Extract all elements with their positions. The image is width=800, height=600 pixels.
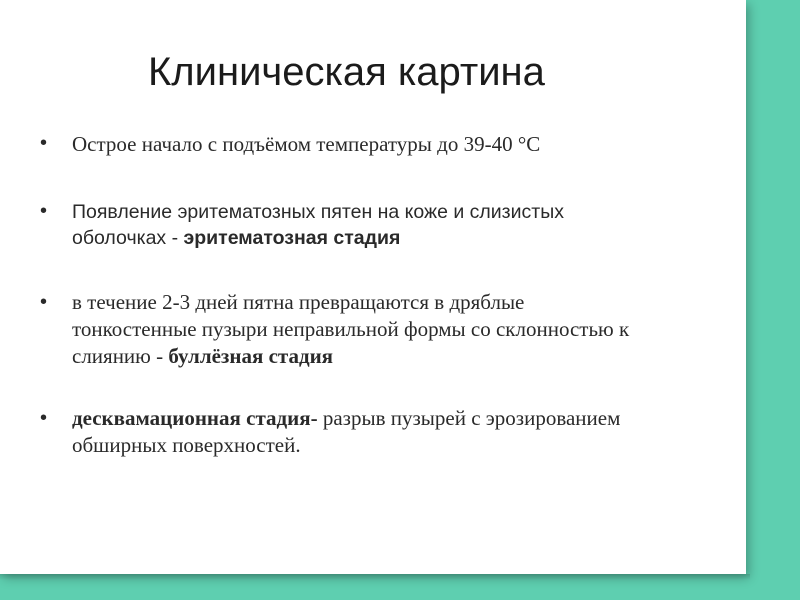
bullet-text [72,199,652,251]
slide-title: Клиническая картина [148,50,545,94]
bullet-text-bold: буллёзная стадия [168,344,334,368]
bullet-text [72,405,652,459]
bullet-text-regular: разрыв пузырей с эрозированием обширных поверхностей. [72,406,621,457]
bullet-dot-icon: • [40,407,48,429]
bullet-text [72,131,652,158]
bullet-text [72,289,652,370]
bullet-text-bold: десквамационная стадия- [72,406,318,430]
slide-shadow [0,574,750,580]
bullet-dot-icon: • [40,291,48,313]
bullet-text-bold: эритематозная стадия [183,227,401,249]
bullet-text-regular: в течение 2-3 дней пятна превращаются в дряблые тонкостенные пузыри неправильной формы со склонностью к слиянию - [72,290,630,368]
bullet-text-regular: Острое начало с подъёмом температуры до 39-40 °С [72,132,541,156]
bullet-dot-icon: • [40,200,48,222]
bullet-dot-icon: • [40,132,48,154]
bullet-text-regular: Появление эритематозных пятен на коже и слизистых оболочках - [72,201,564,249]
